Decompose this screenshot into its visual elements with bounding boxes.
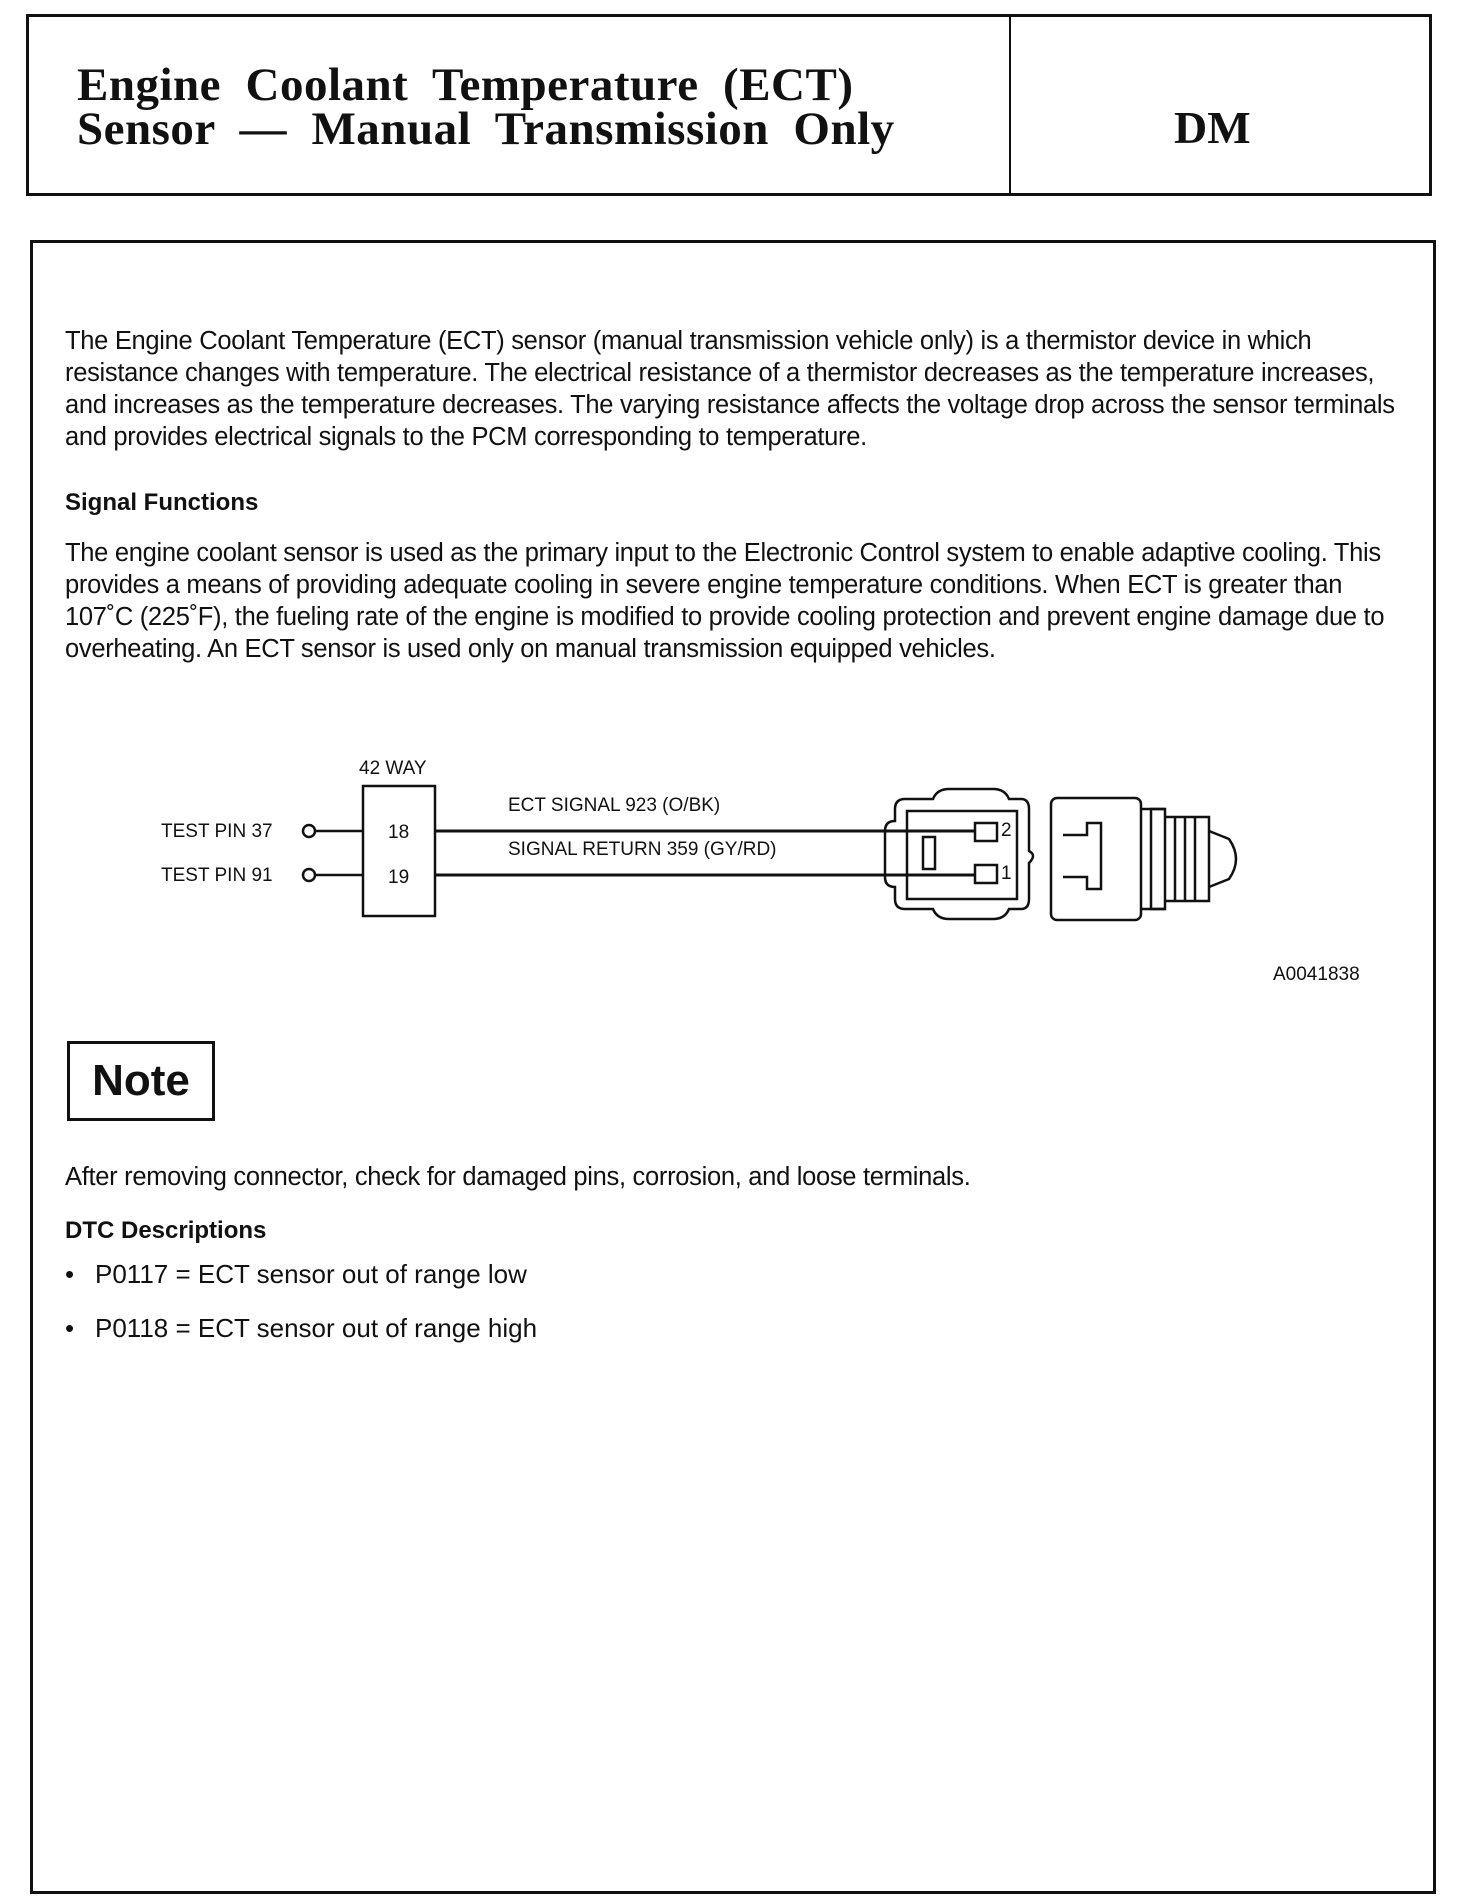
note-badge: Note: [67, 1041, 215, 1121]
content-box: [30, 240, 1436, 1894]
note-text: After removing connector, check for damaged pins, corrosion, and loose terminals.: [65, 1163, 971, 1191]
signal-return-wire-label: SIGNAL RETURN 359 (GY/RD): [508, 839, 777, 860]
test-pin-37-terminal: [303, 825, 315, 837]
dtc-item-text: P0117 = ECT sensor out of range low: [95, 1259, 527, 1289]
dtc-item-text: P0118 = ECT sensor out of range high: [95, 1313, 538, 1343]
connector-pin-19: 19: [388, 867, 410, 888]
test-pin-91-terminal: [303, 869, 315, 881]
connector-pin-18: 18: [388, 822, 410, 843]
test-pin-37-label: TEST PIN 37: [161, 821, 273, 842]
wiring-diagram: [33, 243, 1433, 1003]
header-divider: [1009, 17, 1011, 193]
dtc-item: [65, 1313, 537, 1344]
signal-functions-paragraph: The engine coolant sensor is used as the primary input to the Electronic Control system to enable adaptive cooling. This provides a means of providing adequate cooling in severe engine temperature conditions. When ECT is greater than 107˚C (225˚F), the fueling rate of the engine is modified to provide cooling protection and prevent engine damage due to overheating. An ECT sensor is used only on manual transmission equipped vehicles.: [65, 539, 1385, 663]
intro-paragraph: The Engine Coolant Temperature (ECT) sensor (manual transmission vehicle only) is a thermistor device in which resistance changes with temperature. The electrical resistance of a thermistor decreases as the temperature increases, and increases as the temperature decreases. The varying resistance affects the voltage drop across the sensor terminals and provides electrical signals to the PCM corresponding to temperature.: [65, 327, 1395, 451]
signal-functions-heading: Signal Functions: [65, 489, 259, 516]
connector-label: 42 WAY: [359, 758, 427, 779]
page-title: [77, 59, 895, 155]
dtc-heading: DTC Descriptions: [65, 1217, 267, 1244]
dtc-item: [65, 1259, 527, 1290]
sensor-pin-1: 1: [1001, 863, 1012, 884]
sensor-connector-icon: [885, 789, 1033, 919]
bullet-icon: •: [65, 1313, 75, 1343]
connector-block: [363, 786, 435, 916]
header-box: [26, 14, 1432, 196]
title-line-2: Sensor — Manual Transmission Only: [77, 103, 895, 155]
section-code: DM: [1174, 102, 1251, 153]
ect-signal-wire-label: ECT SIGNAL 923 (O/BK): [508, 795, 721, 816]
ect-sensor-icon: [1051, 798, 1236, 920]
test-pin-91-label: TEST PIN 91: [161, 865, 273, 886]
sensor-pin-2: 2: [1001, 820, 1012, 841]
figure-id: A0041838: [1273, 964, 1360, 985]
title-line-1: Engine Coolant Temperature (ECT): [77, 59, 854, 111]
bullet-icon: •: [65, 1259, 75, 1289]
